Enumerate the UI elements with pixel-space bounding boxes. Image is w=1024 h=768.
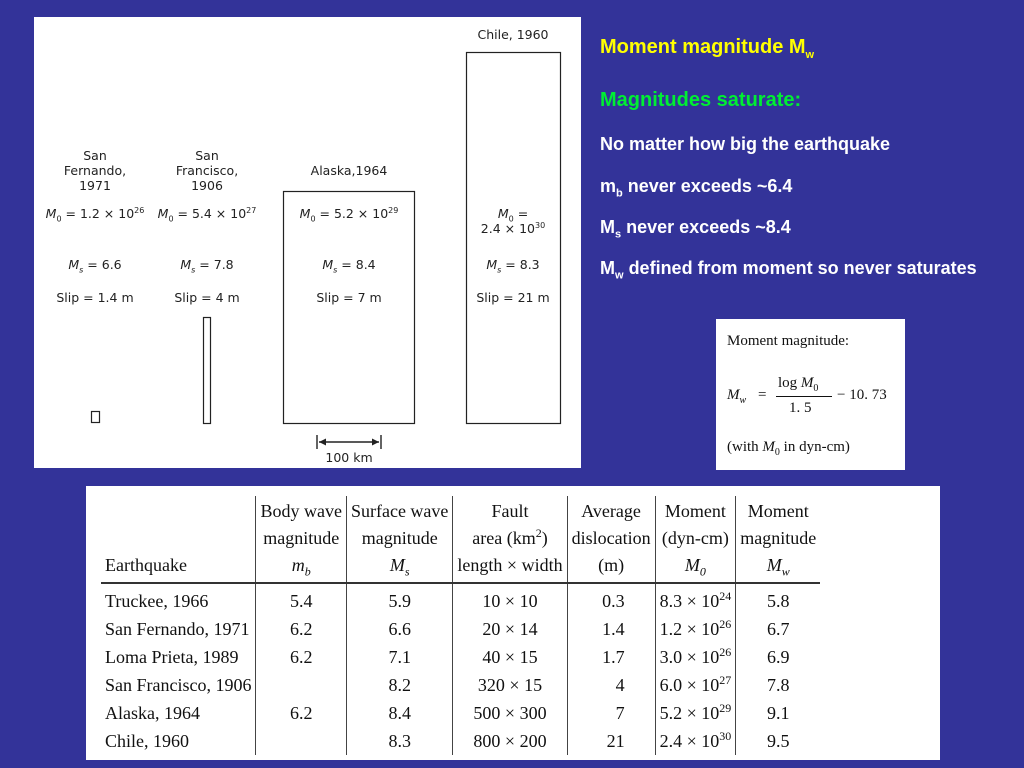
cell-fault-area: 40 × 15 [453, 643, 567, 671]
fault-rect-san-fernando [92, 412, 100, 423]
cell-mw: 6.7 [736, 615, 820, 643]
cell-ms: 6.6 [346, 615, 452, 643]
cell-fault-area: 800 × 200 [453, 727, 567, 755]
cell-moment: $5.2 \times 10^{29}$ [655, 699, 736, 727]
ms-chile: $M_s = 8.3$ [486, 257, 540, 275]
cell-mw: 5.8 [736, 583, 820, 615]
cell-dislocation: 1.4 [567, 615, 655, 643]
cell-earthquake: San Fernando, 1971 [105, 619, 250, 639]
cell-mw: 6.9 [736, 643, 820, 671]
label-san-fernando: San Fernando, 1971 [63, 148, 127, 193]
cell-mb: 6.2 [256, 615, 346, 643]
slip-chile: Slip = 21 m [476, 290, 550, 305]
cell-fault-area: 500 × 300 [453, 699, 567, 727]
scale-bar-label: 100 km [325, 450, 373, 465]
heading-moment-magnitude: Moment magnitude $M_w$ [600, 36, 815, 61]
slip-san-francisco: Slip = 4 m [174, 290, 240, 305]
earthquake-table-panel [86, 486, 940, 760]
slip-alaska: Slip = 7 m [316, 290, 382, 305]
cell-moment: $8.3 \times 10^{24}$ [655, 583, 736, 615]
moment-magnitude-formula [716, 319, 905, 470]
table-row [101, 727, 820, 755]
label-chile: Chile, 1960 [477, 27, 549, 42]
label-alaska: Alaska,1964 [310, 163, 388, 178]
heading-magnitudes-saturate: Magnitudes saturate: [600, 89, 802, 111]
cell-moment: $2.4 \times 10^{30}$ [655, 727, 736, 755]
cell-mw: 7.8 [736, 671, 820, 699]
ms-san-fernando: $M_s = 6.6$ [68, 257, 122, 275]
header-moment: Moment (dyn-cm) $M_0$ [655, 496, 736, 583]
cell-mb [256, 671, 346, 699]
cell-moment: $3.0 \times 10^{26}$ [655, 643, 736, 671]
cell-ms: 8.3 [346, 727, 452, 755]
formula-fraction-bar [776, 396, 832, 397]
fault-rect-chile [467, 53, 561, 424]
m0-san-fernando: $M_0 = 1.2 \times 10^{26}$ [45, 205, 145, 224]
cell-dislocation: 21 [567, 727, 655, 755]
ms-san-francisco: $M_s = 7.8$ [180, 257, 234, 275]
cell-earthquake: Chile, 1960 [105, 731, 189, 751]
table-header-row [101, 496, 820, 583]
line-mw-definition: $M_w$ defined from moment so never saturates [600, 258, 977, 282]
header-body-wave: Body wave magnitude $m_b$ [256, 496, 346, 583]
formula-equals: = [758, 387, 767, 403]
cell-mb [256, 727, 346, 755]
cell-dislocation: 0.3 [567, 583, 655, 615]
cell-ms: 7.1 [346, 643, 452, 671]
formula-denominator: 1. 5 [789, 400, 812, 416]
table-row [101, 583, 820, 615]
cell-moment: $6.0 \times 10^{27}$ [655, 671, 736, 699]
formula-lhs: $M_w$ [727, 387, 747, 406]
m0-alaska: $M_0 = 5.2 \times 10^{29}$ [299, 205, 399, 224]
cell-mw: 9.5 [736, 727, 820, 755]
table-body [101, 583, 820, 755]
formula-minus: − 10. 73 [837, 387, 887, 403]
table-row [101, 671, 820, 699]
cell-dislocation: 1.7 [567, 643, 655, 671]
fault-rect-san-francisco [204, 318, 211, 424]
cell-mw: 9.1 [736, 699, 820, 727]
cell-earthquake: Truckee, 1966 [105, 591, 209, 611]
header-dislocation: Average dislocation (m) [567, 496, 655, 583]
cell-fault-area: 10 × 10 [453, 583, 567, 615]
cell-dislocation: 4 [567, 671, 655, 699]
ms-alaska: $M_s = 8.4$ [322, 257, 376, 275]
cell-moment: $1.2 \times 10^{26}$ [655, 615, 736, 643]
fault-rect-alaska [284, 192, 415, 424]
cell-mb: 6.2 [256, 643, 346, 671]
cell-ms: 5.9 [346, 583, 452, 615]
cell-mb: 5.4 [256, 583, 346, 615]
slip-san-fernando: Slip = 1.4 m [56, 290, 134, 305]
header-moment-magnitude: Moment magnitude $M_w$ [736, 496, 820, 583]
formula-numerator: $\log M_0$ [778, 375, 819, 394]
earthquake-table [101, 496, 820, 755]
line-ms-saturation: $M_s$ never exceeds ~8.4 [600, 217, 791, 241]
label-san-francisco: San Francisco, 1906 [175, 148, 239, 193]
cell-mb: 6.2 [256, 699, 346, 727]
formula-note: (with $M_0$ in dyn-cm) [727, 439, 850, 458]
formula-title: Moment magnitude: [727, 333, 850, 349]
cell-fault-area: 20 × 14 [453, 615, 567, 643]
header-earthquake: Earthquake [101, 496, 256, 583]
cell-earthquake: San Francisco, 1906 [105, 675, 252, 695]
table-row [101, 643, 820, 671]
scale-bar [317, 435, 381, 449]
fault-size-figure [34, 17, 581, 468]
m0-chile: $M_0$ = $2.4 \times 10^{30}$ [480, 206, 546, 236]
table-row [101, 699, 820, 727]
cell-earthquake: Alaska, 1964 [105, 703, 200, 723]
cell-ms: 8.4 [346, 699, 452, 727]
fault-rectangles [34, 17, 581, 468]
line-mb-saturation: $m_b$ never exceeds ~6.4 [600, 176, 793, 200]
header-surface-wave: Surface wave magnitude $M_s$ [346, 496, 452, 583]
cell-dislocation: 7 [567, 699, 655, 727]
cell-earthquake: Loma Prieta, 1989 [105, 647, 239, 667]
table-row [101, 615, 820, 643]
header-fault-area: Fault area $(km^2)$ length × width [453, 496, 567, 583]
cell-ms: 8.2 [346, 671, 452, 699]
line-no-matter: No matter how big the earthquake [600, 134, 891, 154]
m0-san-francisco: $M_0 = 5.4 \times 10^{27}$ [157, 205, 257, 224]
cell-fault-area: 320 × 15 [453, 671, 567, 699]
